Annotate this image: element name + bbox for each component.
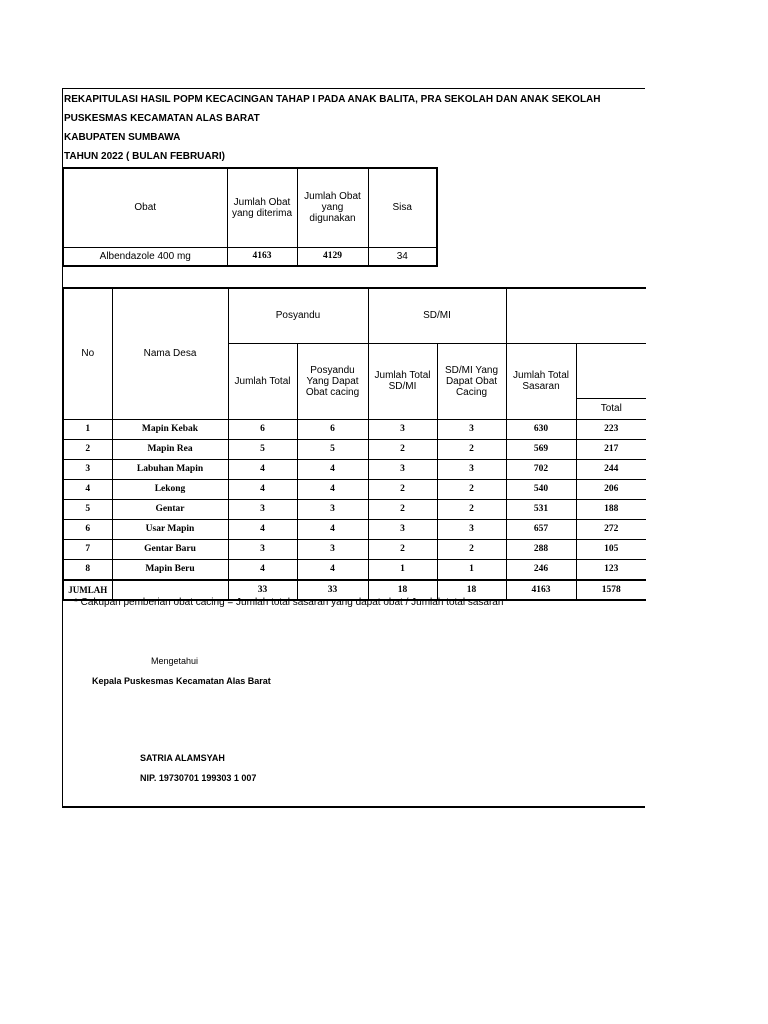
obat-header-diterima: Jumlah Obat yang diterima — [227, 168, 297, 247]
row-posyandu-dapat: 5 — [297, 439, 368, 459]
header-blank-sub — [576, 343, 646, 398]
row-no: 7 — [63, 539, 112, 559]
row-posyandu-total: 3 — [228, 539, 297, 559]
row-no: 1 — [63, 419, 112, 439]
row-posyandu-total: 4 — [228, 479, 297, 499]
header-posyandu: Posyandu — [228, 288, 368, 343]
table-row — [63, 559, 646, 580]
row-sdmi-total: 1 — [368, 559, 437, 580]
row-nama-desa: Mapin Beru — [112, 559, 228, 580]
row-total: 223 — [576, 419, 646, 439]
row-sdmi-total: 2 — [368, 439, 437, 459]
table-row — [63, 519, 646, 539]
header-nama-desa: Nama Desa — [112, 288, 228, 419]
table-row — [63, 439, 646, 459]
signature-nama: SATRIA ALAMSYAH — [140, 753, 225, 763]
obat-sisa: 34 — [368, 247, 437, 266]
table-row — [63, 479, 646, 499]
header-posyandu-total: Jumlah Total — [228, 343, 297, 419]
row-sdmi-dapat: 2 — [437, 539, 506, 559]
report-title: REKAPITULASI HASIL POPM KECACINGAN TAHAP I PADA ANAK BALITA, PRA SEKOLAH DAN ANAK SEKOLAH — [64, 94, 601, 105]
signature-mengetahui: Mengetahui — [151, 656, 199, 666]
header-sdmi-dapat: SD/MI Yang Dapat Obat Cacing — [437, 343, 506, 419]
total-sdmi-dapat: 18 — [437, 580, 506, 600]
obat-name: Albendazole 400 mg — [63, 247, 227, 266]
report-kabupaten: KABUPATEN SUMBAWA — [64, 132, 181, 143]
frame-bottom-border — [62, 806, 645, 808]
header-sdmi: SD/MI — [368, 288, 506, 343]
row-sdmi-total: 3 — [368, 519, 437, 539]
header-posyandu-dapat: Posyandu Yang Dapat Obat cacing — [297, 343, 368, 419]
total-sdmi-total: 18 — [368, 580, 437, 600]
row-sdmi-dapat: 3 — [437, 459, 506, 479]
row-posyandu-total: 4 — [228, 459, 297, 479]
signature-nip: NIP. 19730701 199303 1 007 — [140, 773, 257, 783]
row-sdmi-total: 2 — [368, 499, 437, 519]
header-no: No — [63, 288, 112, 419]
row-posyandu-dapat: 4 — [297, 559, 368, 580]
row-sdmi-total: 2 — [368, 479, 437, 499]
row-sasaran: 569 — [506, 439, 576, 459]
table-row — [63, 459, 646, 479]
row-posyandu-total: 5 — [228, 439, 297, 459]
row-nama-desa: Usar Mapin — [112, 519, 228, 539]
row-sasaran: 246 — [506, 559, 576, 580]
row-nama-desa: Labuhan Mapin — [112, 459, 228, 479]
row-total: 206 — [576, 479, 646, 499]
table-row — [63, 499, 646, 519]
row-no: 2 — [63, 439, 112, 459]
row-sasaran: 702 — [506, 459, 576, 479]
row-total: 105 — [576, 539, 646, 559]
header-sdmi-total: Jumlah Total SD/MI — [368, 343, 437, 419]
row-sasaran: 630 — [506, 419, 576, 439]
report-titles — [64, 92, 601, 168]
row-posyandu-total: 4 — [228, 559, 297, 580]
row-sasaran: 288 — [506, 539, 576, 559]
row-nama-desa: Mapin Rea — [112, 439, 228, 459]
report-puskesmas: PUSKESMAS KECAMATAN ALAS BARAT — [64, 113, 260, 124]
row-no: 4 — [63, 479, 112, 499]
header-blank-group — [506, 288, 646, 343]
row-sdmi-dapat: 2 — [437, 499, 506, 519]
row-posyandu-total: 3 — [228, 499, 297, 519]
total-sasaran: 4163 — [506, 580, 576, 600]
row-total: 188 — [576, 499, 646, 519]
row-total: 272 — [576, 519, 646, 539]
row-no: 5 — [63, 499, 112, 519]
row-posyandu-dapat: 3 — [297, 499, 368, 519]
row-total: 123 — [576, 559, 646, 580]
header-total: Total — [576, 398, 646, 419]
table-row — [63, 539, 646, 559]
row-sdmi-dapat: 1 — [437, 559, 506, 580]
footnote: * Cakupan pemberian obat cacing = Jumlah total sasaran yang dapat obat / Jumlah total sasaran — [74, 597, 504, 608]
row-sasaran: 657 — [506, 519, 576, 539]
row-sdmi-dapat: 2 — [437, 439, 506, 459]
row-posyandu-dapat: 4 — [297, 519, 368, 539]
row-posyandu-total: 6 — [228, 419, 297, 439]
row-no: 3 — [63, 459, 112, 479]
obat-header-obat: Obat — [63, 168, 227, 247]
row-no: 8 — [63, 559, 112, 580]
table-row — [63, 419, 646, 439]
row-posyandu-dapat: 4 — [297, 459, 368, 479]
total-total: 1578 — [576, 580, 646, 600]
row-sdmi-total: 2 — [368, 539, 437, 559]
obat-table — [62, 167, 438, 267]
row-posyandu-total: 4 — [228, 519, 297, 539]
row-posyandu-dapat: 3 — [297, 539, 368, 559]
obat-diterima: 4163 — [227, 247, 297, 266]
row-sasaran: 540 — [506, 479, 576, 499]
signature-jabatan: Kepala Puskesmas Kecamatan Alas Barat — [92, 676, 271, 686]
row-total: 244 — [576, 459, 646, 479]
row-no: 6 — [63, 519, 112, 539]
row-total: 217 — [576, 439, 646, 459]
obat-header-sisa: Sisa — [368, 168, 437, 247]
frame-top-border — [62, 88, 645, 89]
obat-digunakan: 4129 — [297, 247, 368, 266]
row-nama-desa: Mapin Kebak — [112, 419, 228, 439]
desa-table — [62, 287, 646, 601]
row-sasaran: 531 — [506, 499, 576, 519]
row-nama-desa: Lekong — [112, 479, 228, 499]
row-sdmi-total: 3 — [368, 459, 437, 479]
obat-header-digunakan: Jumlah Obat yang digunakan — [297, 168, 368, 247]
row-nama-desa: Gentar Baru — [112, 539, 228, 559]
row-posyandu-dapat: 6 — [297, 419, 368, 439]
header-sasaran: Jumlah Total Sasaran — [506, 343, 576, 419]
row-sdmi-dapat: 2 — [437, 479, 506, 499]
total-posyandu-dapat: 33 — [297, 580, 368, 600]
total-posyandu-total: 33 — [228, 580, 297, 600]
report-year: TAHUN 2022 ( BULAN FEBRUARI) — [64, 151, 225, 162]
row-posyandu-dapat: 4 — [297, 479, 368, 499]
row-sdmi-dapat: 3 — [437, 419, 506, 439]
row-nama-desa: Gentar — [112, 499, 228, 519]
total-label: JUMLAH — [63, 580, 112, 600]
row-sdmi-total: 3 — [368, 419, 437, 439]
row-sdmi-dapat: 3 — [437, 519, 506, 539]
